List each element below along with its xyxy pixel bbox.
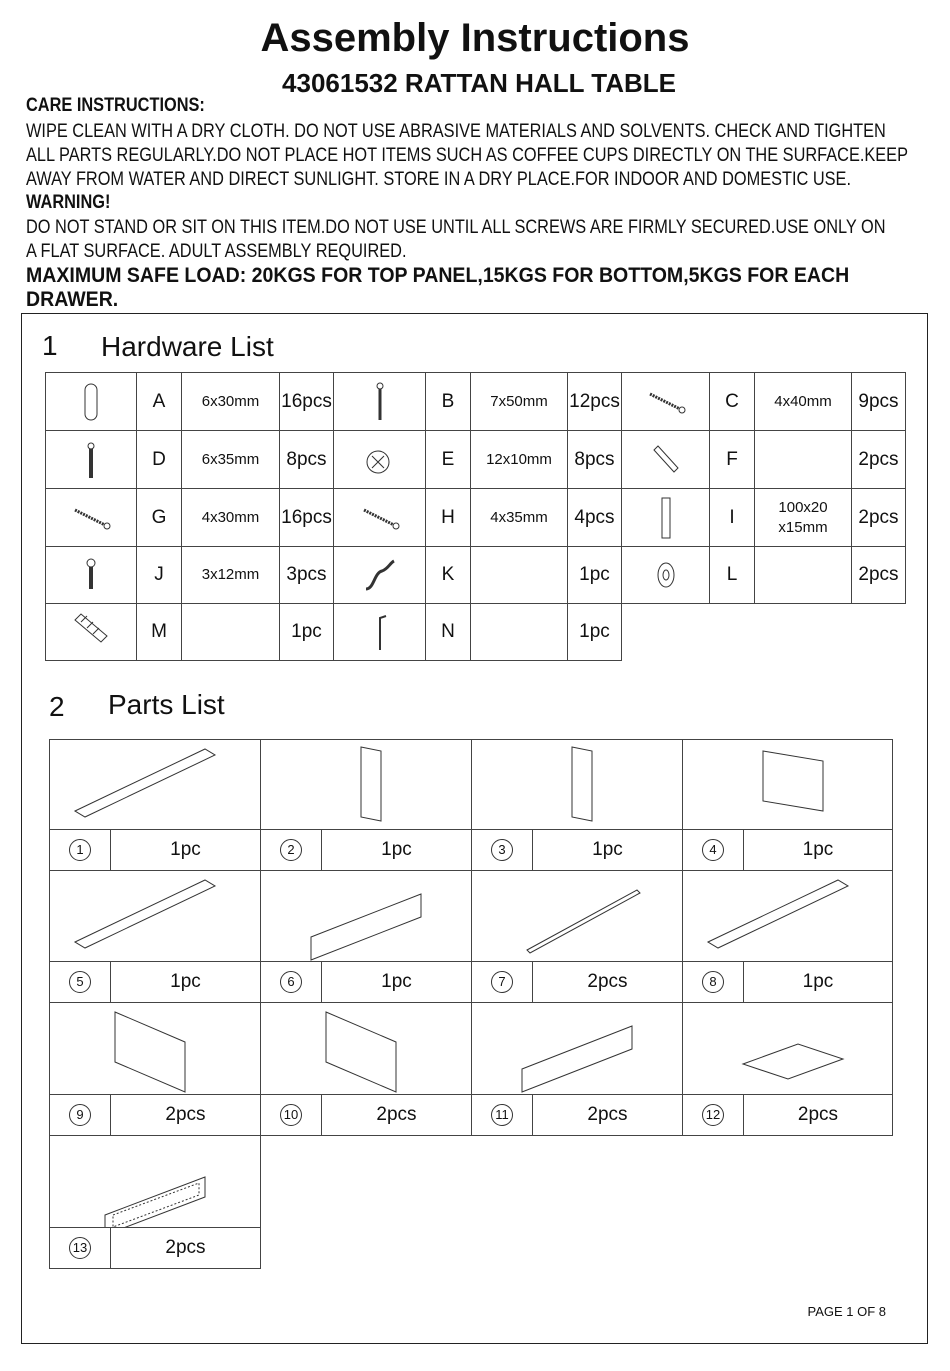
max-load-line: DRAWER. <box>26 288 119 311</box>
part-image-cell <box>49 739 261 830</box>
part-rattan-icon <box>55 1137 255 1227</box>
screw-icon <box>646 380 686 424</box>
hardware-qty <box>567 488 622 547</box>
part-flat-icon <box>55 872 255 961</box>
part-number-cell <box>260 1094 322 1136</box>
part-flat-icon <box>55 741 255 829</box>
part-image-cell <box>471 870 683 962</box>
part-qty-text: 2pcs <box>165 1237 206 1258</box>
dowel-icon <box>71 380 111 424</box>
hardware-qty <box>851 488 906 547</box>
part-number-cell <box>260 961 322 1003</box>
hardware-size-text: 4x30mm <box>201 508 260 526</box>
care-line: ALL PARTS REGULARLY.DO NOT PLACE HOT ITEMS SUCH AS COFFEE CUPS DIRECTLY ON THE SURFACE.KEEP <box>26 145 908 166</box>
part-image-cell <box>682 739 893 830</box>
bracket-icon <box>646 438 686 482</box>
hardware-icon-cell <box>333 430 426 489</box>
hardware-qty <box>279 430 334 489</box>
hardware-qty <box>279 372 334 431</box>
hardware-qty <box>279 546 334 604</box>
hardware-letter <box>425 372 471 431</box>
allen-key-icon <box>360 610 400 654</box>
part-qty <box>321 961 472 1003</box>
hardware-size <box>470 603 568 661</box>
hardware-qty-text: 1pc <box>579 621 610 642</box>
hardware-qty-text: 16pcs <box>281 506 332 528</box>
hardware-letter-text: H <box>441 506 455 528</box>
hardware-letter <box>136 372 182 431</box>
cam-bolt-icon <box>360 380 400 424</box>
hardware-letter-text: G <box>151 506 167 528</box>
part-qty <box>321 1094 472 1136</box>
part-qty-text: 1pc <box>170 839 201 860</box>
part-qty-text: 1pc <box>381 839 412 860</box>
hardware-qty-text: 12pcs <box>569 390 620 412</box>
part-number-cell <box>682 961 744 1003</box>
part-number: 13 <box>69 1237 91 1259</box>
hardware-size <box>181 546 280 604</box>
hardware-section-title: Hardware List <box>101 331 274 362</box>
hardware-icon-cell <box>333 546 426 604</box>
max-load-line: MAXIMUM SAFE LOAD: 20KGS FOR TOP PANEL,15KGS FOR BOTTOM,5KGS FOR EACH <box>26 264 850 287</box>
hardware-qty-text: 1pc <box>579 564 610 585</box>
part-number: 2 <box>280 839 302 861</box>
hardware-qty-text: 8pcs <box>286 448 327 470</box>
hardware-icon-cell <box>45 430 137 489</box>
hardware-size <box>470 546 568 604</box>
cam-lock-icon <box>360 438 400 482</box>
handle-icon <box>360 553 400 597</box>
part-qty <box>532 1094 683 1136</box>
part-number: 1 <box>69 839 91 861</box>
hardware-size-text: 3x12mm <box>201 566 260 583</box>
page-number: PAGE 1 OF 8 <box>807 1304 886 1319</box>
hardware-letter-text: N <box>441 621 455 642</box>
washer-icon <box>646 553 686 597</box>
document-title: Assembly Instructions <box>260 16 690 60</box>
hardware-letter-text: J <box>154 564 164 585</box>
hardware-letter <box>709 372 755 431</box>
part-strip-icon <box>266 872 466 961</box>
part-number-cell <box>471 829 533 871</box>
part-qty-text: 1pc <box>802 971 834 992</box>
part-qty-text: 2pcs <box>587 971 628 992</box>
part-rail-icon <box>477 872 677 961</box>
part-number: 9 <box>69 1104 91 1126</box>
hardware-letter <box>425 430 471 489</box>
hardware-qty-text: 2pcs <box>858 506 899 528</box>
hardware-size <box>754 430 852 489</box>
parts-section-title: Parts List <box>108 689 225 720</box>
part-image-cell <box>260 739 472 830</box>
hardware-letter <box>709 430 755 489</box>
care-line: WIPE CLEAN WITH A DRY CLOTH. DO NOT USE ABRASIVE MATERIALS AND SOLVENTS. CHECK AND TIGHTEN <box>26 121 886 142</box>
part-qty-text: 2pcs <box>587 1104 628 1125</box>
hardware-letter-text: K <box>441 564 455 585</box>
hardware-qty-text: 4pcs <box>574 506 615 528</box>
hardware-qty <box>567 603 622 661</box>
hardware-letter-text: F <box>726 448 738 470</box>
part-qty <box>743 829 893 871</box>
part-number-cell <box>49 829 111 871</box>
part-number-cell <box>49 1227 111 1269</box>
part-qty-text: 2pcs <box>376 1104 417 1125</box>
hardware-letter-text: C <box>725 390 739 412</box>
part-side-icon <box>55 1004 255 1094</box>
part-number: 6 <box>280 971 302 993</box>
hardware-icon-cell <box>45 488 137 547</box>
hardware-icon-cell <box>333 372 426 431</box>
hardware-qty <box>567 430 622 489</box>
cam-pin-icon <box>71 438 111 482</box>
part-number-cell <box>49 1094 111 1136</box>
part-number: 10 <box>280 1104 302 1126</box>
part-qty <box>743 1094 893 1136</box>
part-qty <box>110 961 261 1003</box>
parts-section-number: 2 <box>49 691 65 722</box>
hardware-size <box>470 488 568 547</box>
warning-heading: WARNING! <box>26 192 111 213</box>
hardware-size-text: 4x40mm <box>774 392 832 410</box>
hardware-qty-text: 3pcs <box>286 564 327 585</box>
part-qty <box>110 1094 261 1136</box>
part-number-cell <box>682 1094 744 1136</box>
hardware-icon-cell <box>333 488 426 547</box>
hardware-letter-text: B <box>441 390 455 412</box>
hardware-size <box>754 488 852 547</box>
part-qty-text: 1pc <box>592 839 623 860</box>
hardware-qty-text: 2pcs <box>858 448 899 470</box>
hardware-letter <box>136 430 182 489</box>
screw-icon <box>71 496 111 540</box>
hardware-qty <box>279 603 334 661</box>
hardware-size-text: 6x30mm <box>201 392 260 410</box>
hardware-size <box>181 488 280 547</box>
part-qty-text: 1pc <box>170 971 201 992</box>
part-qty <box>743 961 893 1003</box>
hardware-letter <box>709 546 755 604</box>
part-number: 3 <box>491 839 513 861</box>
hardware-icon-cell <box>621 372 710 431</box>
part-image-cell <box>260 870 472 962</box>
wood-block-icon <box>646 496 686 540</box>
hardware-qty <box>851 372 906 431</box>
hardware-size <box>181 430 280 489</box>
part-number-cell <box>682 829 744 871</box>
part-number-cell <box>260 829 322 871</box>
part-qty <box>110 829 261 871</box>
short-screw-icon <box>71 553 111 597</box>
part-number: 4 <box>702 839 724 861</box>
hardware-letter-text: L <box>726 564 738 585</box>
hardware-icon-cell <box>621 488 710 547</box>
warning-line: A FLAT SURFACE. ADULT ASSEMBLY REQUIRED. <box>26 241 407 262</box>
part-qty-text: 1pc <box>381 971 412 992</box>
part-flat-icon <box>688 872 888 961</box>
hardware-qty <box>851 430 906 489</box>
part-image-cell <box>471 739 683 830</box>
hardware-qty <box>567 546 622 604</box>
part-panel-icon <box>688 741 888 829</box>
hardware-icon-cell <box>621 546 710 604</box>
hardware-letter <box>425 488 471 547</box>
hardware-letter <box>136 546 182 604</box>
hardware-letter <box>425 603 471 661</box>
hardware-qty-text: 16pcs <box>281 390 332 412</box>
part-number: 7 <box>491 971 513 993</box>
part-image-cell <box>49 1002 261 1095</box>
hardware-qty <box>567 372 622 431</box>
hardware-icon-cell <box>45 603 137 661</box>
part-number: 5 <box>69 971 91 993</box>
hardware-icon-cell <box>621 430 710 489</box>
part-qty <box>110 1227 261 1269</box>
hardware-letter-text: I <box>729 506 735 528</box>
product-title: 43061532 RATTAN HALL TABLE <box>282 68 676 98</box>
part-number: 11 <box>491 1104 513 1126</box>
hardware-letter-text: E <box>441 448 455 470</box>
hardware-letter <box>425 546 471 604</box>
hardware-qty-text: 2pcs <box>858 564 899 585</box>
part-image-cell <box>682 870 893 962</box>
care-heading: CARE INSTRUCTIONS: <box>26 95 205 116</box>
hardware-size-text: 12x10mm <box>486 450 552 468</box>
part-number-cell <box>471 961 533 1003</box>
hardware-section-number: 1 <box>42 330 58 361</box>
part-number-cell <box>471 1094 533 1136</box>
hardware-size-text: 7x50mm <box>490 392 548 410</box>
hardware-icon-cell <box>333 603 426 661</box>
hardware-icon-cell <box>45 546 137 604</box>
hardware-size <box>181 372 280 431</box>
hardware-size <box>470 372 568 431</box>
hardware-icon-cell <box>45 372 137 431</box>
hardware-letter <box>136 488 182 547</box>
part-image-cell <box>49 1135 261 1228</box>
part-sheet-icon <box>688 1004 888 1094</box>
hardware-size-text: 6x35mm <box>201 450 260 468</box>
hardware-qty-text: 8pcs <box>574 448 615 470</box>
hardware-letter-text: D <box>152 448 166 470</box>
hardware-size <box>181 603 280 661</box>
part-image-cell <box>682 1002 893 1095</box>
hardware-letter-text: A <box>152 390 166 412</box>
hardware-size <box>754 372 852 431</box>
hardware-letter <box>136 603 182 661</box>
part-qty-text: 2pcs <box>797 1104 839 1125</box>
wall-plug-icon <box>71 610 111 654</box>
hardware-size <box>470 430 568 489</box>
screw-icon <box>360 496 400 540</box>
hardware-qty-text: 1pc <box>291 621 322 642</box>
hardware-qty-text: 9pcs <box>858 390 899 412</box>
part-qty <box>321 829 472 871</box>
warning-line: DO NOT STAND OR SIT ON THIS ITEM.DO NOT USE UNTIL ALL SCREWS ARE FIRMLY SECURED.USE ONLY ON <box>26 217 886 238</box>
part-qty-text: 2pcs <box>165 1104 206 1125</box>
part-upright-icon <box>477 741 677 829</box>
part-qty <box>532 829 683 871</box>
hardware-qty <box>851 546 906 604</box>
care-line: AWAY FROM WATER AND DIRECT SUNLIGHT. STORE IN A DRY PLACE.FOR INDOOR AND DOMESTIC USE. <box>26 169 851 190</box>
hardware-size-text: 4x35mm <box>490 508 548 526</box>
part-number-cell <box>49 961 111 1003</box>
part-image-cell <box>260 1002 472 1095</box>
hardware-letter <box>709 488 755 547</box>
part-side-icon <box>266 1004 466 1094</box>
hardware-size <box>754 546 852 604</box>
part-qty <box>532 961 683 1003</box>
part-number: 12 <box>702 1104 724 1126</box>
part-strip-icon <box>477 1004 677 1094</box>
hardware-qty <box>279 488 334 547</box>
part-qty-text: 1pc <box>802 839 834 860</box>
part-number: 8 <box>702 971 724 993</box>
hardware-size-text: 100x20 x15mm <box>778 498 828 536</box>
part-image-cell <box>471 1002 683 1095</box>
part-upright-icon <box>266 741 466 829</box>
hardware-letter-text: M <box>151 621 167 642</box>
part-image-cell <box>49 870 261 962</box>
